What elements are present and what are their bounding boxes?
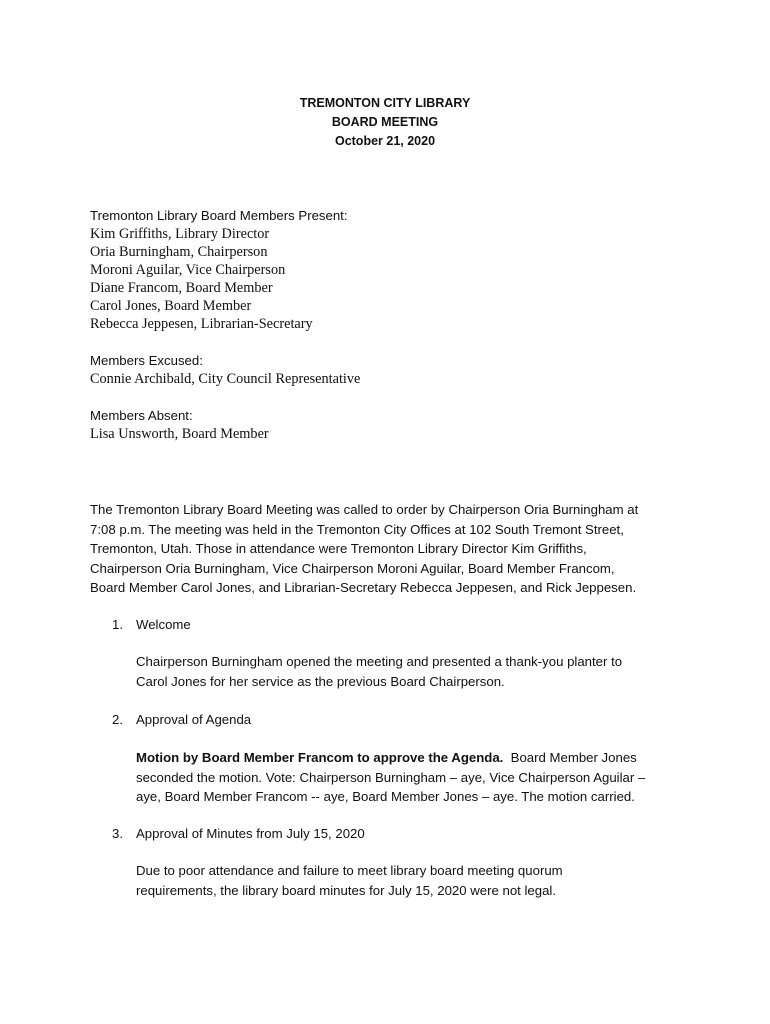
paragraph-line: Due to poor attendance and failure to meet library board meeting quorum (136, 863, 563, 878)
motion-line (136, 748, 676, 768)
paragraph-line: The Tremonton Library Board Meeting was called to order by Chairperson Oria Burningham at (90, 502, 639, 517)
agenda-item-title: Approval of Agenda (136, 712, 252, 727)
paragraph-line: Board Member Carol Jones, and Librarian-Secretary Rebecca Jeppesen, and Rick Jeppesen. (90, 580, 637, 595)
members-absent-section (90, 407, 690, 443)
agenda-item-title: Welcome (136, 617, 191, 632)
paragraph-line: seconded the motion. Vote: Chairperson Burningham – aye, Vice Chairperson Aguilar – (136, 769, 646, 785)
paragraph-line: 7:08 p.m. The meeting was held in the Tremonton City Offices at 102 South Tremont Street, (90, 521, 624, 537)
intro-paragraph (90, 500, 680, 598)
paragraph-line: requirements, the library board minutes for July 15, 2020 were not legal. (136, 882, 557, 898)
member-line: Connie Archibald, City Council Representative (90, 371, 361, 387)
agenda-item-body (136, 861, 676, 900)
members-excused-heading: Members Excused: (90, 353, 203, 368)
agenda-item-heading (112, 710, 251, 729)
members-present-heading: Tremonton Library Board Members Present: (90, 208, 348, 223)
member-line: Rebecca Jeppesen, Librarian-Secretary (90, 316, 313, 332)
agenda-item-heading (112, 824, 365, 843)
document-header (0, 94, 770, 151)
paragraph-line: Carol Jones for her service as the previous Board Chairperson. (136, 673, 505, 689)
members-absent-heading: Members Absent: (90, 408, 193, 423)
member-line: Carol Jones, Board Member (90, 298, 252, 314)
member-line: Moroni Aguilar, Vice Chairperson (90, 262, 286, 278)
library-name: TREMONTON CITY LIBRARY (299, 96, 471, 110)
agenda-item-number: 2. (112, 712, 123, 727)
motion-continuation: Board Member Jones (503, 750, 637, 765)
member-line: Kim Griffiths, Library Director (90, 226, 270, 242)
agenda-item-body (136, 748, 676, 807)
paragraph-line: Chairperson Oria Burningham, Vice Chairperson Moroni Aguilar, Board Member Francom, (90, 560, 615, 576)
agenda-item-number: 1. (112, 617, 123, 632)
member-line: Lisa Unsworth, Board Member (90, 426, 269, 442)
paragraph-line: Tremonton, Utah. Those in attendance were Tremonton Library Director Kim Griffiths, (90, 541, 587, 556)
meeting-title: BOARD MEETING (331, 115, 439, 129)
agenda-item-heading (112, 615, 191, 634)
members-present-section (90, 207, 690, 333)
paragraph-line: aye, Board Member Francom -- aye, Board Member Jones – aye. The motion carried. (136, 789, 635, 804)
agenda-item-body (136, 652, 676, 691)
member-line: Diane Francom, Board Member (90, 280, 273, 296)
meeting-date: October 21, 2020 (334, 134, 436, 148)
motion-text: Motion by Board Member Francom to approve the Agenda. (136, 750, 504, 765)
paragraph-line: Chairperson Burningham opened the meeting and presented a thank-you planter to (136, 654, 623, 669)
members-excused-section (90, 352, 690, 388)
agenda-item-number: 3. (112, 826, 123, 841)
agenda-item-title: Approval of Minutes from July 15, 2020 (136, 826, 365, 841)
member-line: Oria Burningham, Chairperson (90, 244, 268, 260)
